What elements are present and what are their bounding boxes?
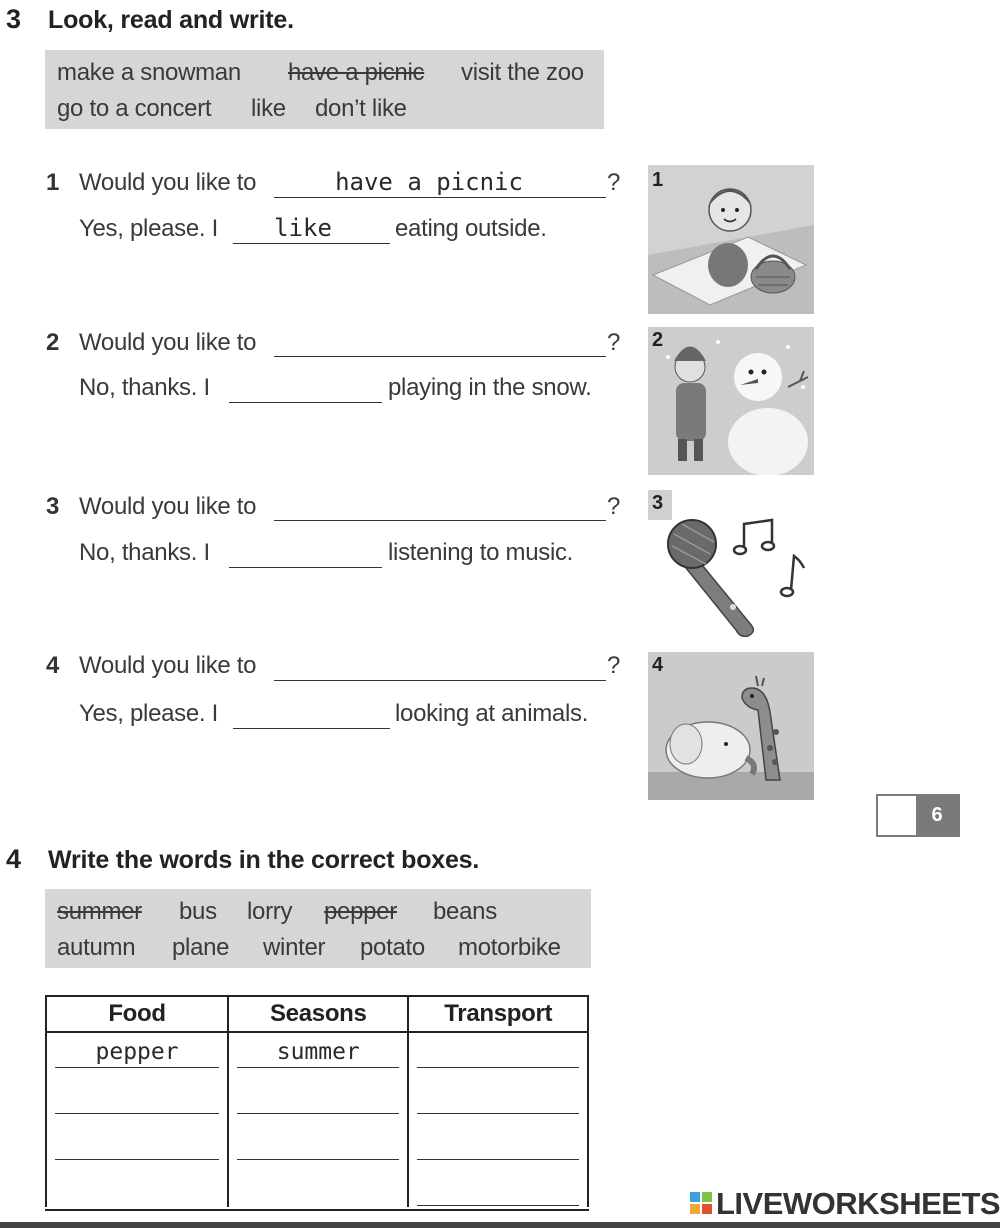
reply-1-answer[interactable]: like bbox=[274, 214, 332, 242]
reply-4-end: looking at animals. bbox=[395, 700, 589, 727]
column-food: Food bbox=[46, 996, 228, 1032]
question-1-number: 1 bbox=[46, 169, 60, 196]
transport-line-4[interactable] bbox=[417, 1205, 579, 1206]
exercise-4-number: 4 bbox=[6, 844, 22, 874]
transport-cell bbox=[408, 1032, 588, 1207]
score-total: 6 bbox=[916, 796, 958, 835]
column-seasons: Seasons bbox=[228, 996, 408, 1032]
reply-4-answer-line bbox=[233, 728, 390, 729]
reply-3-start: No, thanks. I bbox=[79, 539, 210, 566]
word-bus: bus bbox=[179, 898, 217, 925]
question-4-number: 4 bbox=[46, 652, 60, 679]
reply-2-answer-line bbox=[229, 402, 382, 403]
picture-2-label: 2 bbox=[652, 329, 664, 351]
seasons-cell bbox=[228, 1032, 408, 1207]
seasons-line-3[interactable] bbox=[237, 1159, 399, 1160]
reply-4-start: Yes, please. I bbox=[79, 700, 219, 727]
word-plane: plane bbox=[172, 934, 230, 961]
liveworksheets-brand[interactable]: LIVEWORKSHEETS bbox=[716, 1186, 1000, 1221]
liveworksheets-logo-icon bbox=[690, 1192, 712, 1214]
seasons-line-2[interactable] bbox=[237, 1113, 399, 1114]
transport-line-3[interactable] bbox=[417, 1159, 579, 1160]
food-answer-1[interactable]: pepper bbox=[95, 1039, 179, 1065]
seasons-line-1[interactable] bbox=[237, 1067, 399, 1068]
word-summer: summer bbox=[57, 898, 142, 925]
sorting-table bbox=[45, 995, 589, 1207]
word-autumn: autumn bbox=[57, 934, 136, 961]
question-1-text: Would you like to bbox=[79, 169, 257, 196]
microphone-illustration bbox=[648, 490, 814, 638]
question-4-answer-line bbox=[274, 680, 606, 681]
question-4-text: Would you like to bbox=[79, 652, 257, 679]
food-line-1[interactable] bbox=[55, 1067, 219, 1068]
question-2-text: Would you like to bbox=[79, 329, 257, 356]
table-header-row bbox=[46, 996, 588, 1032]
question-2-number: 2 bbox=[46, 329, 60, 356]
question-4-mark: ? bbox=[607, 652, 621, 679]
word-have-a-picnic: have a picnic bbox=[288, 59, 425, 86]
picture-picnic bbox=[648, 165, 814, 314]
table-bottom-border bbox=[45, 1209, 589, 1211]
picture-3-label: 3 bbox=[652, 492, 664, 514]
table-body-row bbox=[46, 1032, 588, 1207]
picture-zoo bbox=[648, 652, 814, 800]
word-make-a-snowman: make a snowman bbox=[57, 59, 241, 86]
seasons-answer-1[interactable]: summer bbox=[276, 1039, 360, 1065]
score-box bbox=[876, 794, 960, 837]
word-bank-3 bbox=[45, 50, 604, 129]
reply-3-end: listening to music. bbox=[388, 539, 574, 566]
footer-bar bbox=[0, 1222, 1000, 1228]
exercise-3-number: 3 bbox=[6, 4, 22, 34]
exercise-3-title: Look, read and write. bbox=[48, 6, 294, 34]
reply-2-start: No, thanks. I bbox=[79, 374, 210, 401]
picture-snowman bbox=[648, 327, 814, 475]
picture-microphone bbox=[648, 490, 814, 638]
food-line-3[interactable] bbox=[55, 1159, 219, 1160]
word-go-to-a-concert: go to a concert bbox=[57, 95, 212, 122]
zoo-illustration bbox=[648, 652, 814, 800]
picnic-illustration bbox=[648, 165, 814, 314]
question-2-answer-line bbox=[274, 356, 606, 357]
word-motorbike: motorbike bbox=[458, 934, 561, 961]
word-potato: potato bbox=[360, 934, 425, 961]
reply-2-end: playing in the snow. bbox=[388, 374, 592, 401]
word-lorry: lorry bbox=[247, 898, 293, 925]
word-dont-like: don’t like bbox=[315, 95, 407, 122]
word-like: like bbox=[251, 95, 286, 122]
question-3-answer-line bbox=[274, 520, 606, 521]
word-beans: beans bbox=[433, 898, 497, 925]
question-1-answer-line bbox=[274, 197, 606, 198]
question-3-mark: ? bbox=[607, 493, 621, 520]
reply-1-answer-line bbox=[233, 243, 390, 244]
food-line-2[interactable] bbox=[55, 1113, 219, 1114]
word-winter: winter bbox=[263, 934, 326, 961]
picture-1-label: 1 bbox=[652, 169, 664, 191]
question-3-number: 3 bbox=[46, 493, 60, 520]
question-2-mark: ? bbox=[607, 329, 621, 356]
question-1-mark: ? bbox=[607, 169, 621, 196]
question-3-text: Would you like to bbox=[79, 493, 257, 520]
column-transport: Transport bbox=[408, 996, 588, 1032]
reply-1-start: Yes, please. I bbox=[79, 215, 219, 242]
reply-3-answer-line bbox=[229, 567, 382, 568]
word-pepper: pepper bbox=[324, 898, 397, 925]
transport-line-2[interactable] bbox=[417, 1113, 579, 1114]
reply-1-end: eating outside. bbox=[395, 215, 547, 242]
picture-4-label: 4 bbox=[652, 654, 664, 676]
question-1-answer[interactable]: have a picnic bbox=[335, 168, 523, 196]
word-bank-4 bbox=[45, 889, 591, 968]
transport-line-1[interactable] bbox=[417, 1067, 579, 1068]
exercise-4-title: Write the words in the correct boxes. bbox=[48, 846, 480, 874]
word-visit-the-zoo: visit the zoo bbox=[461, 59, 584, 86]
snowman-illustration bbox=[648, 327, 814, 475]
food-cell bbox=[46, 1032, 228, 1207]
